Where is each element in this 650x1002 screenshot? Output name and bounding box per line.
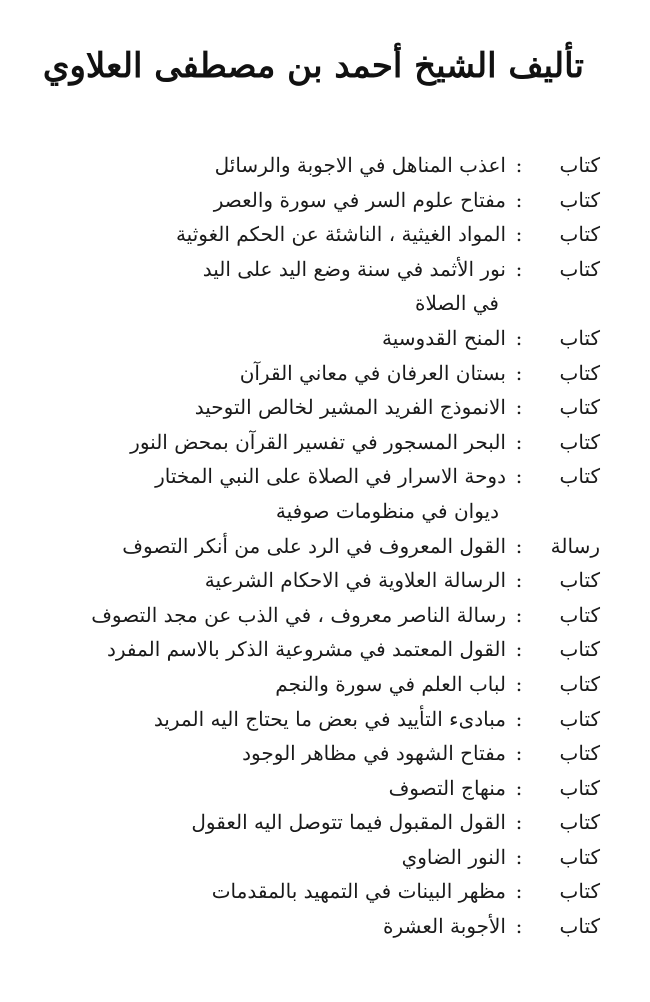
work-title: الرسالة العلاوية في الاحكام الشرعية bbox=[204, 568, 506, 593]
work-type-label: كتاب bbox=[559, 775, 600, 800]
separator-colon: : bbox=[515, 360, 523, 385]
separator-colon: : bbox=[515, 568, 523, 593]
separator-colon: : bbox=[515, 602, 523, 627]
work-type-label: كتاب bbox=[559, 429, 600, 454]
work-title: المنح القدوسية bbox=[382, 325, 506, 350]
work-type-label: كتاب bbox=[559, 741, 600, 766]
work-title: مفتاح الشهود في مظاهر الوجود bbox=[242, 741, 506, 766]
page-title: تأليف الشيخ أحمد بن مصطفى العلاوي bbox=[42, 46, 584, 86]
separator-colon: : bbox=[515, 187, 523, 212]
work-entry bbox=[40, 217, 600, 252]
work-type-label: كتاب bbox=[559, 325, 600, 350]
work-type-label: كتاب bbox=[559, 879, 600, 904]
work-type-label: كتاب bbox=[559, 256, 600, 281]
work-type-label: كتاب bbox=[559, 153, 600, 177]
work-entry bbox=[40, 286, 600, 321]
work-entry bbox=[40, 356, 600, 391]
work-entry bbox=[40, 390, 600, 425]
work-title: القول المعتمد في مشروعية الذكر بالاسم المفرد bbox=[106, 637, 506, 662]
separator-colon: : bbox=[515, 706, 523, 731]
work-entry bbox=[40, 771, 600, 806]
work-entry bbox=[40, 459, 600, 494]
work-type-label: كتاب bbox=[559, 706, 600, 731]
work-entry bbox=[40, 874, 600, 909]
separator-colon: : bbox=[515, 533, 523, 558]
work-title: منهاج التصوف bbox=[388, 775, 506, 800]
work-entry bbox=[40, 183, 600, 218]
separator-colon: : bbox=[515, 395, 523, 420]
separator-colon: : bbox=[515, 464, 523, 489]
work-entry bbox=[40, 702, 600, 737]
work-title: نور الأثمد في سنة وضع اليد على اليد bbox=[202, 256, 506, 281]
work-entry bbox=[40, 563, 600, 598]
work-type-label: كتاب bbox=[559, 602, 600, 627]
separator-colon: : bbox=[515, 879, 523, 904]
work-type-label: كتاب bbox=[559, 464, 600, 489]
separator-colon: : bbox=[515, 671, 523, 696]
work-entry bbox=[40, 632, 600, 667]
separator-colon: : bbox=[515, 914, 523, 939]
work-entry bbox=[40, 321, 600, 356]
work-title: القول المقبول فيما تتوصل اليه العقول bbox=[191, 810, 506, 835]
work-title: القول المعروف في الرد على من أنكر التصوف bbox=[122, 533, 506, 558]
work-type-label: كتاب bbox=[559, 914, 600, 939]
separator-colon: : bbox=[515, 325, 523, 350]
work-entry bbox=[40, 494, 600, 529]
separator-colon: : bbox=[515, 810, 523, 835]
work-type-label: كتاب bbox=[559, 671, 600, 696]
work-title: الانموذج الفريد المشير لخالص التوحيد bbox=[194, 395, 506, 420]
separator-colon: : bbox=[515, 256, 523, 281]
works-list bbox=[40, 148, 600, 944]
work-type-label: كتاب bbox=[559, 222, 600, 247]
work-entry bbox=[40, 909, 600, 944]
work-entry bbox=[40, 667, 600, 702]
separator-colon: : bbox=[515, 741, 523, 766]
separator-colon: : bbox=[515, 429, 523, 454]
work-entry bbox=[40, 529, 600, 564]
separator-colon: : bbox=[515, 637, 523, 662]
work-title: رسالة الناصر معروف ، في الذب عن مجد التصوف bbox=[91, 602, 506, 627]
work-type-label: كتاب bbox=[559, 637, 600, 662]
work-title: دوحة الاسرار في الصلاة على النبي المختار bbox=[155, 464, 506, 489]
work-entry bbox=[40, 840, 600, 875]
work-title: لباب العلم في سورة والنجم bbox=[275, 671, 506, 696]
work-type-label: كتاب bbox=[559, 360, 600, 385]
work-title: الأجوبة العشرة bbox=[383, 914, 506, 939]
work-title: بستان العرفان في معاني القرآن bbox=[239, 360, 506, 385]
separator-colon: : bbox=[515, 222, 523, 247]
work-entry bbox=[40, 805, 600, 840]
work-title: البحر المسجور في تفسير القرآن بمحض النور bbox=[130, 429, 506, 454]
work-title: مظهر البينات في التمهيد بالمقدمات bbox=[211, 879, 506, 904]
separator-colon: : bbox=[515, 844, 523, 869]
work-title: مفتاح علوم السر في سورة والعصر bbox=[213, 187, 506, 212]
work-title: المواد الغيثية ، الناشئة عن الحكم الغوثية bbox=[175, 222, 506, 247]
work-entry bbox=[40, 425, 600, 460]
separator-colon: : bbox=[515, 153, 523, 177]
work-type-label: كتاب bbox=[559, 844, 600, 869]
work-entry bbox=[40, 598, 600, 633]
work-type-label: كتاب bbox=[559, 568, 600, 593]
work-title: اعذب المناهل في الاجوبة والرسائل bbox=[214, 153, 506, 177]
work-title: في الصلاة bbox=[415, 291, 499, 316]
work-entry bbox=[40, 252, 600, 287]
work-entry bbox=[40, 736, 600, 771]
work-title: النور الضاوي bbox=[401, 844, 506, 869]
work-title: مبادىء التأييد في بعض ما يحتاج اليه المريد bbox=[153, 706, 506, 731]
separator-colon: : bbox=[515, 775, 523, 800]
work-type-label: رسالة bbox=[550, 533, 600, 558]
work-entry bbox=[40, 148, 600, 183]
work-type-label: كتاب bbox=[559, 187, 600, 212]
work-type-label: كتاب bbox=[559, 395, 600, 420]
work-type-label: كتاب bbox=[559, 810, 600, 835]
work-title: ديوان في منظومات صوفية bbox=[275, 498, 499, 523]
